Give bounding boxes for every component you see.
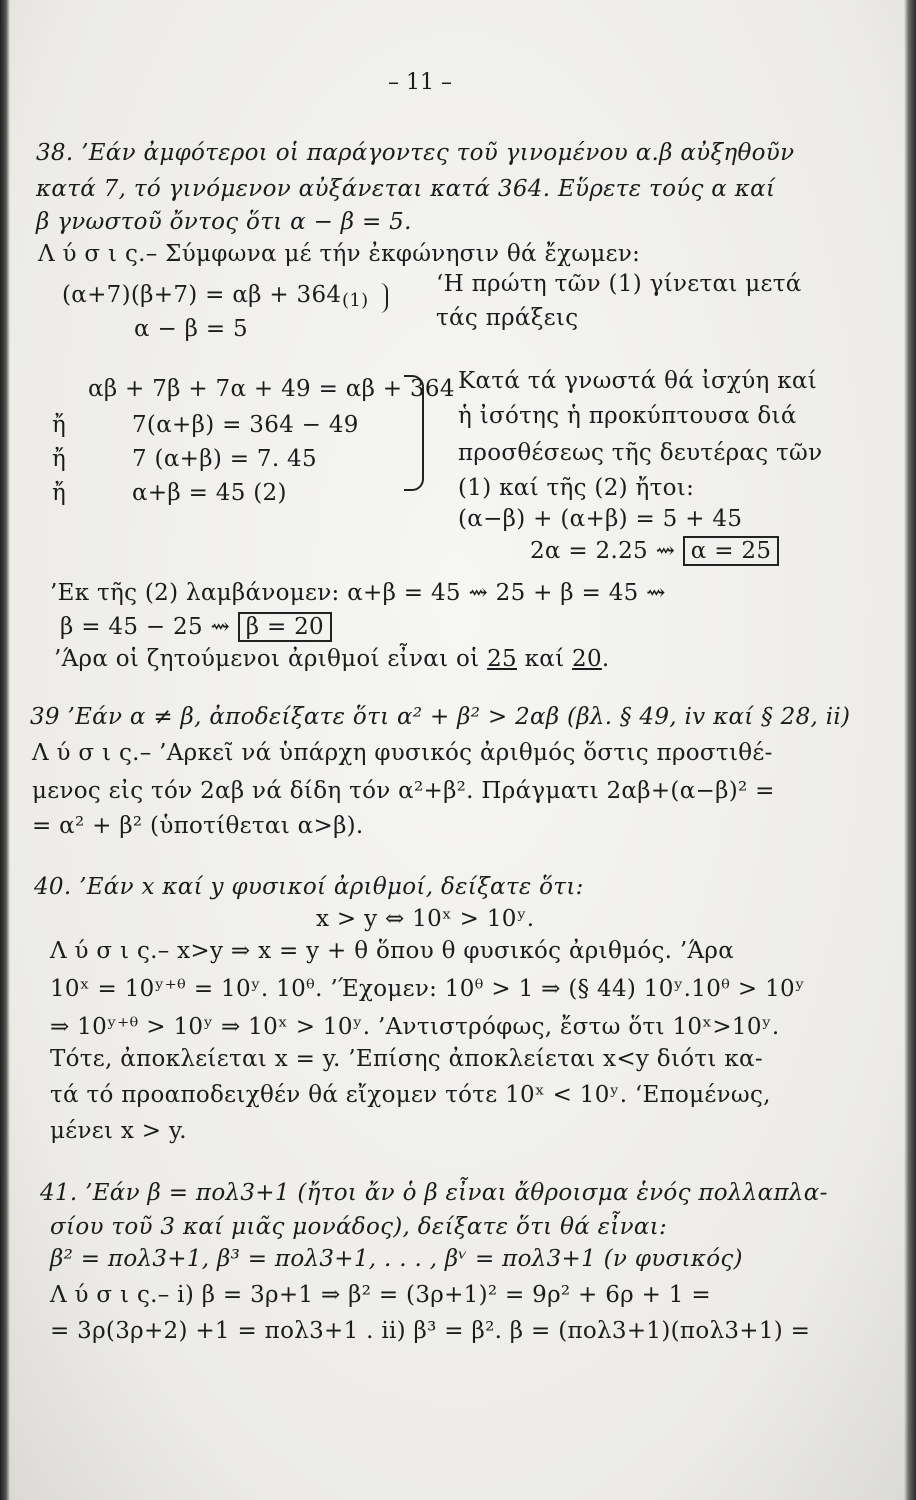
step-3: 7 (α+β) = 7. 45 bbox=[132, 446, 317, 472]
problem-41-line-1: 41. ’Εάν β = πολ3+1 (ἤτοι ἄν ὁ β εἶναι ἄθροισμα ἑνός πολλαπλα- bbox=[40, 1180, 828, 1206]
equation-2: α − β = 5 bbox=[134, 316, 248, 342]
problem-40-line-4: 10ˣ = 10ʸ⁺ᶿ = 10ʸ. 10ᶿ. ’Έχομεν: 10ᶿ > 1 ⇒ (§ 44) 10ʸ.10ᶿ > 10ʸ bbox=[50, 976, 806, 1002]
problem-40-line-3: Λ ύ σ ι ς.– x>y ⇒ x = y + θ ὅπου θ φυσικός ἀριθμός. ’Άρα bbox=[50, 938, 735, 964]
problem-38-line-1: 38. ’Εάν ἀμφότεροι οἱ παράγοντες τοῦ γινομένου α.β αὐξηθοῦν bbox=[36, 140, 795, 166]
step-4: α+β = 45 (2) bbox=[132, 480, 287, 506]
reasoning-4: (1) καί τῆς (2) ἤτοι: bbox=[458, 475, 695, 501]
step-1: αβ + 7β + 7α + 49 = αβ + 364 bbox=[88, 376, 455, 402]
problem-40-line-6: Τότε, ἀποκλείεται x = y. ’Επίσης ἀποκλείεται x<y διότι κα- bbox=[50, 1046, 763, 1072]
reasoning-3: προσθέσεως τῆς δευτέρας τῶν bbox=[458, 440, 823, 466]
side-note-2: τάς πράξεις bbox=[436, 305, 579, 331]
reasoning-5: (α−β) + (α+β) = 5 + 45 bbox=[458, 506, 743, 532]
page-right-shadow bbox=[904, 0, 916, 1500]
conclusion-3-period: . bbox=[601, 646, 610, 672]
problem-39-line-3: μενος εἰς τόν 2αβ νά δίδη τόν α²+β². Πράγματι 2αβ+(α−β)² = bbox=[32, 778, 775, 804]
reasoning-6-text: 2α = 2.25 ⇝ bbox=[530, 538, 676, 564]
problem-39-line-4: = α² + β² (ὑποτίθεται α>β). bbox=[32, 813, 364, 839]
problem-38-line-3: β γνωστοῦ ὄντος ὅτι α − β = 5. bbox=[36, 209, 412, 235]
problem-41-line-4: Λ ύ σ ι ς.– i) β = 3ρ+1 ⇒ β² = (3ρ+1)² = 9ρ² + 6ρ + 1 = bbox=[50, 1282, 711, 1308]
answer-alpha-box: α = 25 bbox=[683, 536, 780, 566]
problem-41-line-5: = 3ρ(3ρ+2) +1 = πολ3+1 . ii) β³ = β². β = (πολ3+1)(πολ3+1) = bbox=[50, 1318, 811, 1344]
steps-brace bbox=[404, 375, 424, 491]
system-brace-small bbox=[376, 283, 388, 313]
step-2-or: ἤ bbox=[52, 412, 67, 438]
page-left-shadow bbox=[0, 0, 10, 1500]
reasoning-2: ἡ ἰσότης ἡ προκύπτουσα διά bbox=[458, 403, 797, 429]
problem-40-line-5: ⇒ 10ʸ⁺ᶿ > 10ʸ ⇒ 10ˣ > 10ʸ. ’Αντιστρόφως, ἔστω ὅτι 10ˣ>10ʸ. bbox=[50, 1014, 780, 1040]
step-2: 7(α+β) = 364 − 49 bbox=[132, 412, 359, 438]
problem-38-line-2: κατά 7, τό γινόμενον αὐξάνεται κατά 364. Εὕρετε τούς α καί bbox=[36, 176, 776, 202]
conclusion-3-text: ’Άρα οἱ ζητούμενοι ἀριθμοί εἶναι οἱ bbox=[54, 646, 480, 672]
solution-38-intro: Λ ύ σ ι ς.– Σύμφωνα μέ τήν ἐκφώνησιν θά ἔχωμεν: bbox=[38, 241, 641, 267]
problem-40-line-8: μένει x > y. bbox=[50, 1118, 187, 1144]
page-number: – 11 – bbox=[388, 70, 452, 95]
conclusion-1: ’Εκ τῆς (2) λαμβάνομεν: α+β = 45 ⇝ 25 + β = 45 ⇝ bbox=[50, 580, 666, 606]
problem-40-line-7: τά τό προαποδειχθέν θά εἴχομεν τότε 10ˣ < 10ʸ. ‘Επομένως, bbox=[50, 1082, 771, 1108]
problem-39-line-2: Λ ύ σ ι ς.– ’Αρκεῖ νά ὑπάρχη φυσικός ἀριθμός ὅστις προστιθέ- bbox=[32, 740, 773, 766]
step-3-or: ἤ bbox=[52, 446, 67, 472]
problem-39-line-1: 39 ’Εάν α ≠ β, ἀποδείξατε ὅτι α² + β² > 2αβ (βλ. § 49, iv καί § 28, ii) bbox=[30, 704, 851, 730]
reasoning-6 bbox=[530, 538, 779, 564]
equation-1: (α+7)(β+7) = αβ + 364 bbox=[62, 282, 342, 308]
conclusion-2 bbox=[60, 614, 332, 640]
step-4-or: ἤ bbox=[52, 480, 67, 506]
reasoning-1: Κατά τά γνωστά θά ἰσχύη καί bbox=[458, 368, 818, 394]
problem-40-statement: x > y ⇔ 10ˣ > 10ʸ. bbox=[316, 906, 535, 932]
answer-beta-box: β = 20 bbox=[238, 612, 332, 642]
equation-label-1: (1) bbox=[342, 290, 369, 311]
answer-25: 25 bbox=[487, 646, 517, 672]
conclusion-2-text: β = 45 − 25 ⇝ bbox=[60, 614, 231, 640]
conclusion-3-and: καί bbox=[524, 646, 565, 672]
conclusion-3 bbox=[54, 646, 610, 672]
problem-40-line-1: 40. ’Εάν x καί y φυσικοί ἀριθμοί, δείξατε ὅτι: bbox=[34, 874, 584, 900]
problem-41-line-3: β² = πολ3+1, β³ = πολ3+1, . . . , βᵛ = πολ3+1 (ν φυσικός) bbox=[50, 1246, 743, 1272]
problem-41-line-2: σίου τοῦ 3 καί μιᾶς μονάδος), δείξατε ὅτι θά εἶναι: bbox=[50, 1214, 668, 1240]
answer-20: 20 bbox=[572, 646, 602, 672]
side-note-1: ‘Η πρώτη τῶν (1) γίνεται μετά bbox=[436, 271, 802, 297]
